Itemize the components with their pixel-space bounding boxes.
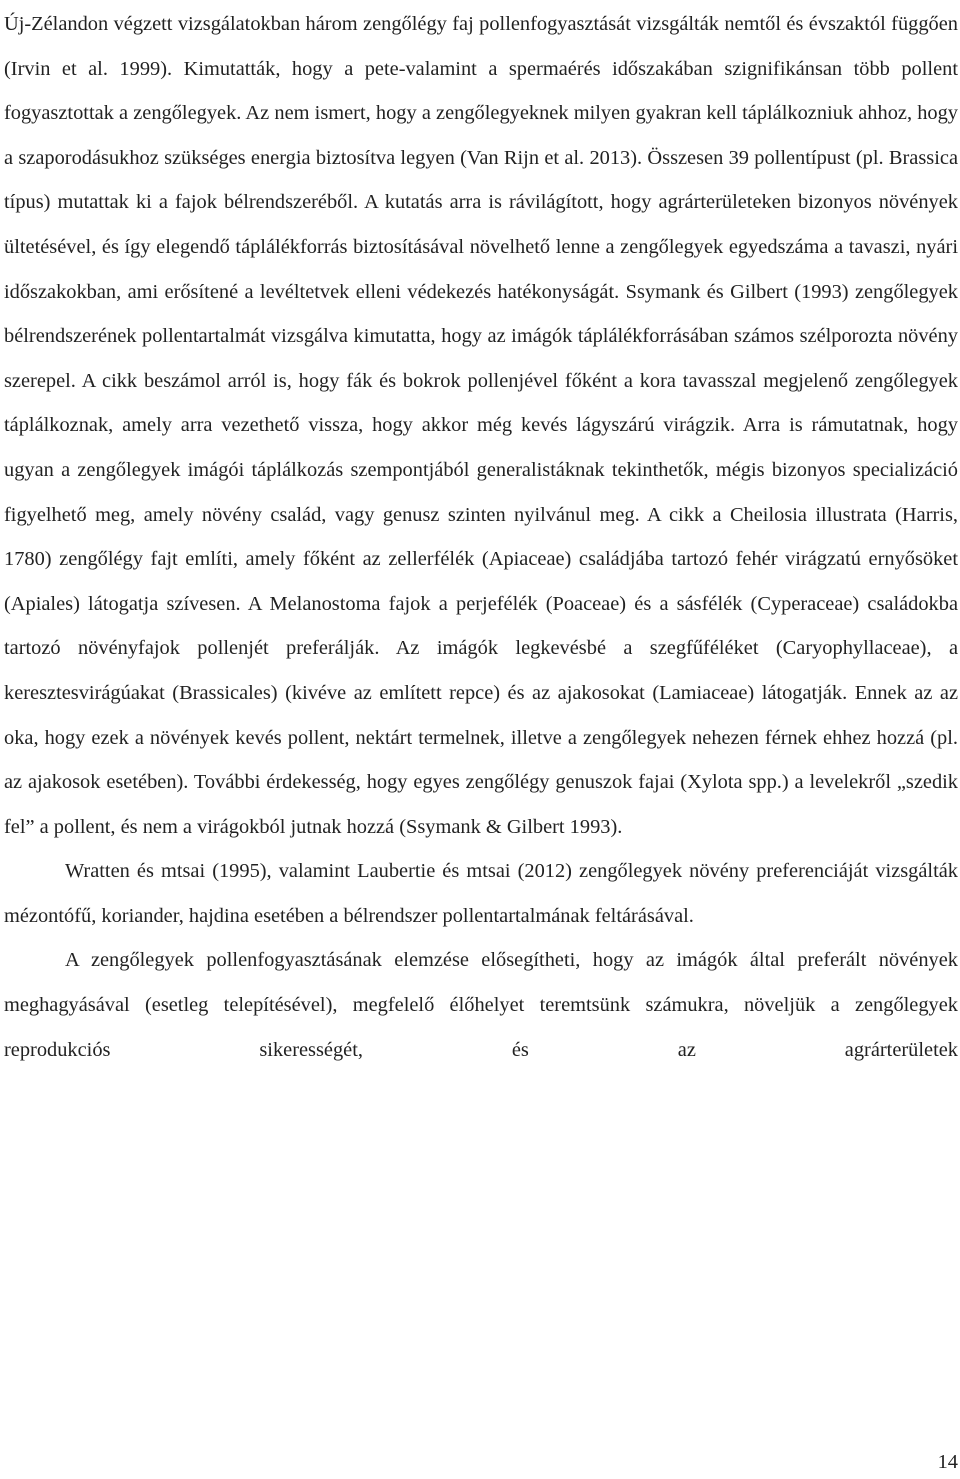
- page-number: 14: [937, 1451, 958, 1473]
- paragraph-3: A zengőlegyek pollenfogyasztásának elemzése elősegítheti, hogy az imágók által preferált növények meghagyásával (esetleg telepítésével), megfelelő élőhelyet teremtsünk számukra, növeljük a zengőlegyek reprodukciós sikerességét, és az agrárterületek: [4, 949, 958, 1061]
- paragraph-2: Wratten és mtsai (1995), valamint Laubertie és mtsai (2012) zengőlegyek növény preferenciáját vizsgálták mézontófű, koriander, hajdina esetében a bélrendszer pollentartalmának feltárásával.: [4, 860, 958, 927]
- document-body: [4, 2, 958, 1072]
- paragraph-1: Új-Zélandon végzett vizsgálatokban három zengőlégy faj pollenfogyasztását vizsgálták nemtől és évszaktól függően (Irvin et al. 1999). Kimutatták, hogy a pete-valamint a spermaérés időszakában szignifikánsan több pollent fogyasztottak a zengőlegyek. Az nem ismert, hogy a zengőlegyeknek milyen gyakran kell táplálkozniuk ahhoz, hogy a szaporodásukhoz szükséges energia biztosítva legyen (Van Rijn et al. 2013). Összesen 39 pollentípust (pl. Brassica típus) mutattak ki a fajok bélrendszeréből. A kutatás arra is rávilágított, hogy agrárterületeken bizonyos növények ültetésével, és így elegendő táplálékforrás biztosításával növelhető lenne a zengőlegyek egyedszáma a tavaszi, nyári időszakokban, ami erősítené a levéltetvek elleni védekezés hatékonyságát. Ssymank és Gilbert (1993) zengőlegyek bélrendszerének pollentartalmát vizsgálva kimutatta, hogy az imágók táplálékforrásában számos szélporozta növény szerepel. A cikk beszámol arról is, hogy fák és bokrok pollenjével főként a kora tavasszal megjelenő zengőlegyek táplálkoznak, amely arra vezethető vissza, hogy akkor még kevés lágyszárú virágzik. Arra is rámutatnak, hogy ugyan a zengőlegyek imágói táplálkozás szempontjából generalistáknak tekinthetők, mégis bizonyos specializáció figyelhető meg, amely növény család, vagy genusz szinten nyilvánul meg. A cikk a Cheilosia illustrata (Harris, 1780) zengőlégy fajt említi, amely főként az zellerfélék (Apiaceae) családjába tartozó fehér virágzatú ernyősöket (Apiales) látogatja szívesen. A Melanostoma fajok a perjefélék (Poaceae) és a sásfélék (Cyperaceae) családokba tartozó növényfajok pollenjét preferálják. Az imágók legkevésbé a szegfűféléket (Caryophyllaceae), a keresztesvirágúakat (Brassicales) (kivéve az említett repce) és az ajakosokat (Lamiaceae) látogatják. Ennek az az oka, hogy ezek a növények kevés pollent, nektárt termelnek, illetve a zengőlegyek nehezen férnek ehhez hozzá (pl. az ajakosok esetében). További érdekesség, hogy egyes zengőlégy genuszok fajai (Xylota spp.) a levelekről „szedik fel” a pollent, és nem a virágokból jutnak hozzá (Ssymank & Gilbert 1993).: [4, 13, 958, 838]
